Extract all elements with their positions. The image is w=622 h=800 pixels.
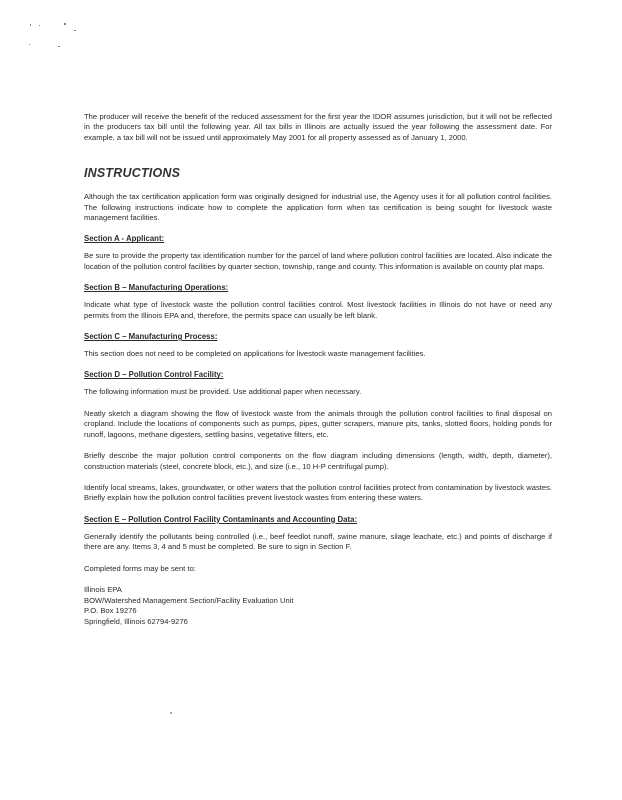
section-b-text: Indicate what type of livestock waste the pollution control facilities control. Most livestock facilities in Illinois do not have or need any permits from the Illinois EPA and, therefore, the permits space can usually be left blank. xyxy=(84,300,552,320)
address-line-1: Illinois EPA xyxy=(84,584,122,594)
scan-speck xyxy=(58,46,60,47)
mailing-address xyxy=(84,585,552,627)
instructions-heading: INSTRUCTIONS xyxy=(84,166,181,181)
overview-paragraph: Although the tax certification application form was originally designed for industrial use, the Agency uses it for all pollution control facilities. The following instructions indicate how to complete the application form when tax certification is being sought for livestock waste management facilities. xyxy=(84,192,552,223)
document-body xyxy=(84,112,552,627)
section-a-text: Be sure to provide the property tax identification number for the parcel of land where pollution control facilities are located. Also indicate the location of the pollution control facilities by quarter section, township, range and county. This information is available on county plat maps. xyxy=(84,251,552,271)
address-line-3: P.O. Box 19276 xyxy=(84,606,137,616)
section-a-heading: Section A - Applicant: xyxy=(84,234,165,244)
scan-speck xyxy=(64,23,66,25)
section-e-heading: Section E – Pollution Control Facility Contaminants and Accounting Data: xyxy=(84,514,358,524)
section-d-heading: Section D – Pollution Control Facility: xyxy=(84,370,224,380)
section-b-heading: Section B – Manufacturing Operations: xyxy=(84,283,229,293)
section-c-text: This section does not need to be completed on applications for livestock waste management facilities. xyxy=(84,349,426,359)
scan-speck xyxy=(30,24,31,26)
section-e-text: Generally identify the pollutants being controlled (i.e., beef feedlot runoff, swine manure, silage leachate, etc.) and points of discharge if there are any. Items 3, 4 and 5 must be completed. Be sure to sign in Section F. xyxy=(84,531,552,552)
scan-speck xyxy=(29,44,30,45)
section-d-paragraph-4: Identify local streams, lakes, groundwater, or other waters that the pollution control facilities protect from contamination by livestock wastes. Briefly explain how the pollution control facilities prevent livestock wastes from entering these waters. xyxy=(84,482,552,503)
scan-speck xyxy=(74,30,76,31)
scan-speck xyxy=(170,712,172,714)
address-line-4: Springfield, Illinois 62794-9276 xyxy=(84,616,188,626)
section-d-paragraph-1: The following information must be provided. Use additional paper when necessary. xyxy=(84,387,362,397)
section-d-paragraph-2: Neatly sketch a diagram showing the flow of livestock waste from the animals through the pollution control facilities to final disposal on cropland. Include the locations of components such as pumps, pipes, gutter scrapers, manure pits, tanks, slotted floors, holding ponds for runoff, lagoons, methane digesters, settling basins, vegetative filters, etc. xyxy=(84,408,552,439)
scan-specks xyxy=(28,22,88,52)
scan-speck xyxy=(39,25,40,26)
section-c-heading: Section C – Manufacturing Process: xyxy=(84,332,218,342)
address-line-2: BOW/Watershed Management Section/Facility Evaluation Unit xyxy=(84,595,294,605)
section-d-paragraph-3: Briefly describe the major pollution control components on the flow diagram including dimensions (length, width, depth, diameter), construction materials (steel, concrete block, etc.), and size (i.e., 10 H-P centrifugal pump). xyxy=(84,451,552,471)
intro-paragraph: The producer will receive the benefit of the reduced assessment for the first year the IDOR assumes jurisdiction, but it will not be reflected in the producers tax bill until the following year. All tax bills in Illinois are actually issued the year following the assessment date. For example, a tax bill will not be issued until approximately May 2001 for all property assessed as of January 1, 2000. xyxy=(84,112,552,142)
closing-line: Completed forms may be sent to: xyxy=(84,563,196,573)
